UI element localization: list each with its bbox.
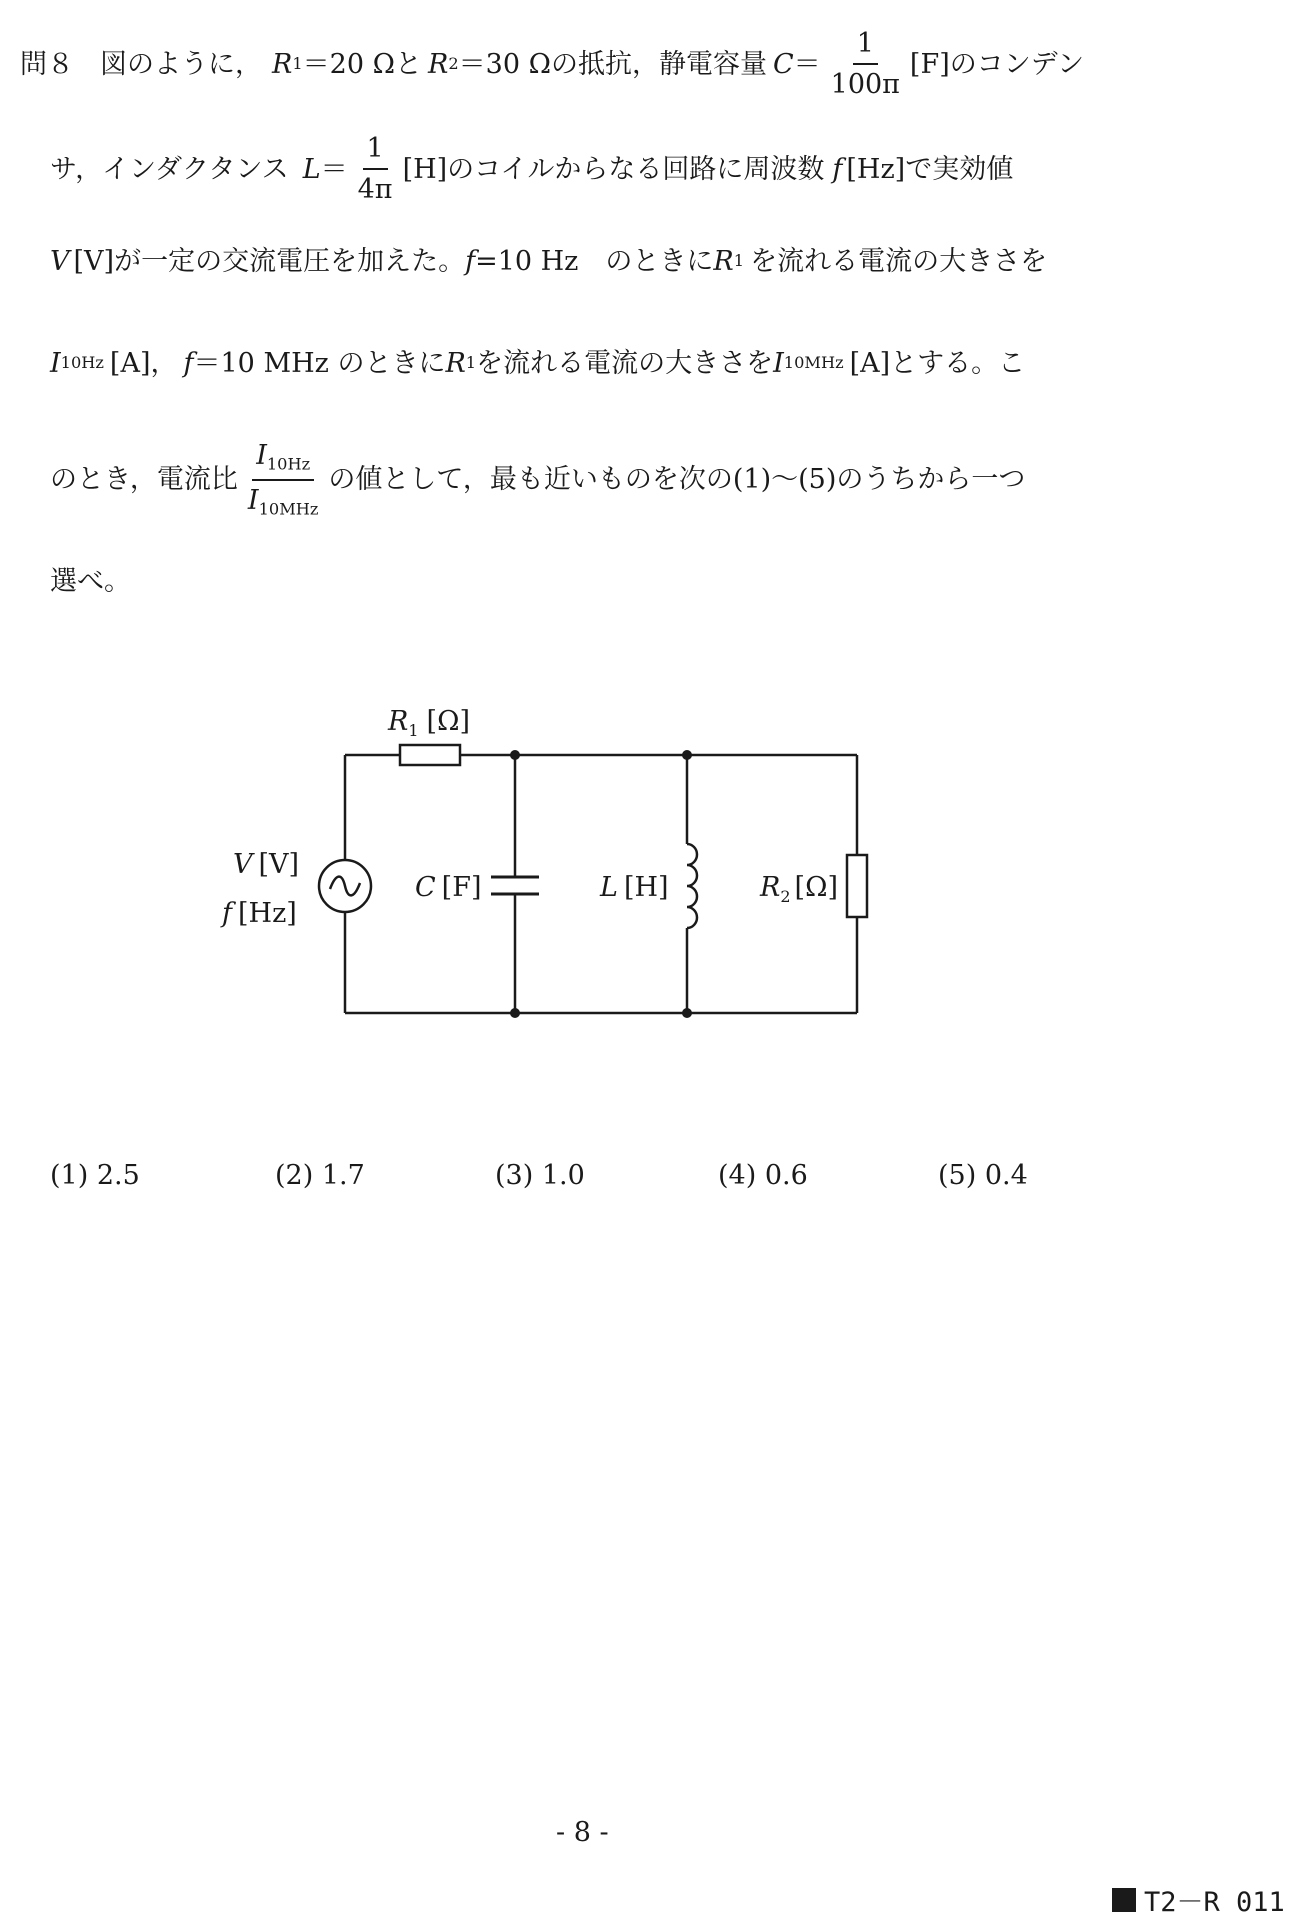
r2-label: $R_2$ [Ω] — [760, 872, 838, 906]
choice-3[interactable]: (3) 1.0 — [495, 1160, 585, 1191]
capacitor-label: C [F] — [415, 872, 482, 903]
frequency-label: f [Hz] — [222, 898, 297, 929]
question-number: 問８ — [20, 48, 74, 80]
question-line-1: 問８ 図のように， R 1 ＝20 Ωと R 2 ＝30 Ωの抵抗，静電容量 C ＝ $\frac{1}{100\pi}$ [F]のコンデン — [20, 28, 1085, 100]
question-line-3: V [V]が一定の交流電圧を加えた。 f =10 Hz のときに R 1 を流れる電流の大きさを — [50, 246, 1048, 277]
question-line-5: のとき，電流比 $\frac{I_{10Hz}}{I_{10MHz}}$ の値として，最も近いものを次の(1)～(5)のうちから一つ — [50, 440, 1026, 519]
question-line-4: I 10Hz [A]， f ＝10 MHz のときに R 1 を流れる電流の大きさを I 10MHz [A]とする。こ — [50, 348, 1026, 379]
choice-5[interactable]: (5) 0.4 — [938, 1160, 1028, 1191]
choice-4[interactable]: (4) 0.6 — [718, 1160, 808, 1191]
answer-choices — [0, 1160, 1312, 1200]
voltage-label: V [V] — [233, 849, 300, 880]
choice-2[interactable]: (2) 1.7 — [275, 1160, 365, 1191]
capacitor-symbol — [491, 877, 539, 894]
question-line-6: 選べ。 — [50, 566, 131, 597]
capacitance-fraction: $\frac{1}{100\pi}$ — [830, 28, 900, 100]
r1-resistor-symbol — [400, 745, 460, 765]
r2-resistor-symbol — [847, 855, 867, 917]
r1-label: $R_1$ [Ω] — [388, 706, 470, 740]
inductor-symbol — [687, 844, 697, 928]
exam-code: T2－R 011 — [1112, 1880, 1285, 1919]
inductor-label: L [H] — [600, 872, 669, 903]
black-square-icon — [1112, 1888, 1136, 1912]
page-number: - 8 - — [556, 1817, 609, 1848]
question-line-2: サ，インダクタンス L ＝ $\frac{1}{4\pi}$ [H]のコイルからなる回路に周波数 f [Hz]で実効値 — [50, 133, 1014, 205]
current-ratio-fraction: $\frac{I_{10Hz}}{I_{10MHz}}$ — [247, 440, 319, 519]
inductance-fraction: $\frac{1}{4\pi}$ — [357, 133, 393, 205]
choice-1[interactable]: (1) 2.5 — [50, 1160, 140, 1191]
